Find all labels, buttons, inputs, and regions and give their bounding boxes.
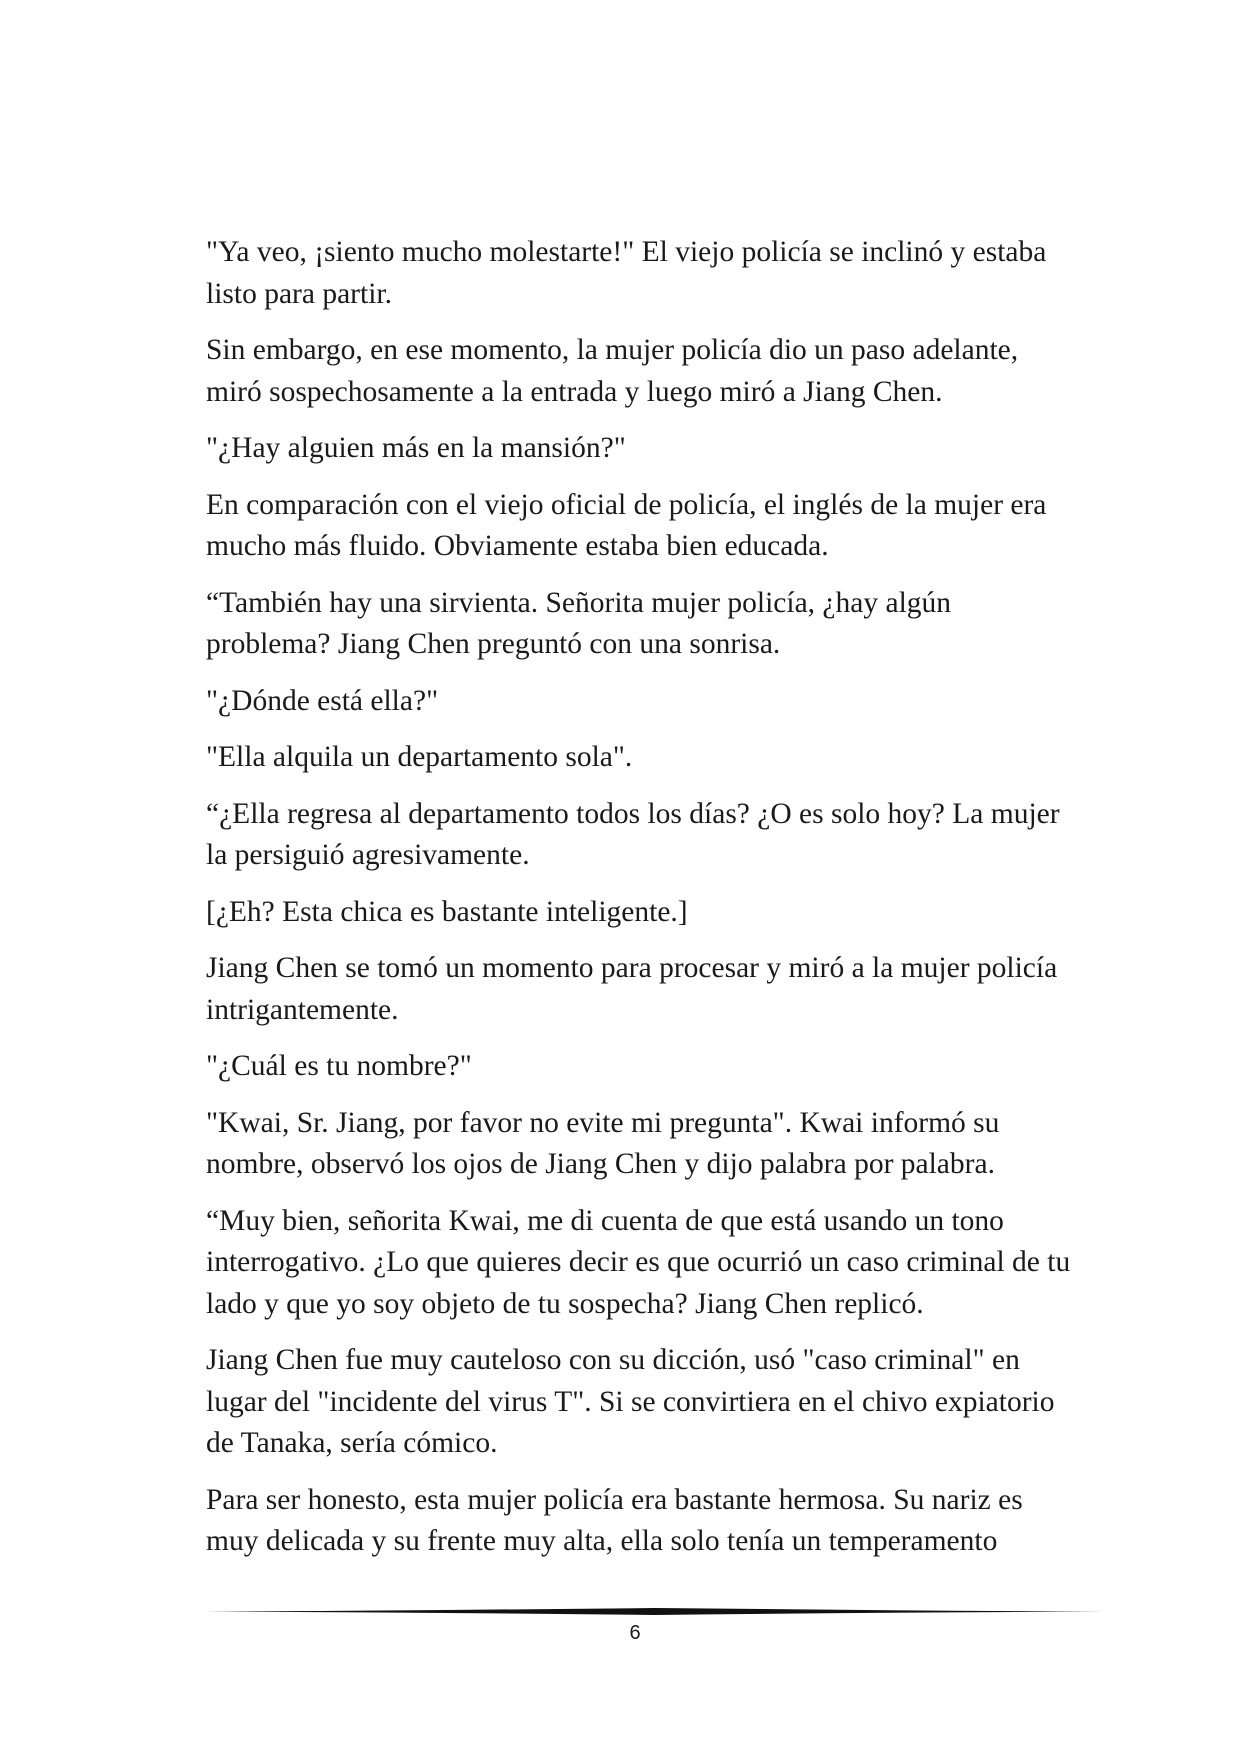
page-number: 6 xyxy=(629,1622,641,1644)
paragraph-8: “¿Ella regresa al departamento todos los días? ¿O es solo hoy? La mujer la persiguió agresivamente. xyxy=(206,797,1060,871)
paragraph-1: "Ya veo, ¡siento mucho molestarte!" El viejo policía se inclinó y estaba listo para partir. xyxy=(206,236,1047,310)
paragraph-14: Jiang Chen fue muy cauteloso con su dicción, usó "caso criminal" en lugar del "incidente del virus T". Si se convirtiera en el chivo expiatorio de Tanaka, sería cómico. xyxy=(206,1344,1055,1459)
paragraph-10: Jiang Chen se tomó un momento para procesar y miró a la mujer policía intrigantemente. xyxy=(206,952,1058,1026)
paragraph-2: Sin embargo, en ese momento, la mujer policía dio un paso adelante, miró sospechosamente a la entrada y luego miró a Jiang Chen. xyxy=(206,334,1019,408)
paragraph-6: "¿Dónde está ella?" xyxy=(206,684,439,717)
paragraph-13: “Muy bien, señorita Kwai, me di cuenta de que está usando un tono interrogativo. ¿Lo que quieres decir es que ocurrió un caso criminal de tu lado y que yo soy objeto de tu sospecha? Jiang Chen replicó. xyxy=(206,1204,1071,1320)
paragraph-4: En comparación con el viejo oficial de policía, el inglés de la mujer era mucho más fluido. Obviamente estaba bien educada. xyxy=(206,488,1047,562)
paragraph-3: "¿Hay alguien más en la mansión?" xyxy=(206,432,626,464)
body-text xyxy=(206,232,1076,1578)
paragraph-7: "Ella alquila un departamento sola". xyxy=(206,741,633,773)
paragraph-5: “También hay una sirvienta. Señorita mujer policía, ¿hay algún problema? Jiang Chen preguntó con una sonrisa. xyxy=(206,586,952,660)
footer-divider xyxy=(206,1606,1104,1618)
paragraph-12: "Kwai, Sr. Jiang, por favor no evite mi pregunta". Kwai informó su nombre, observó los ojos de Jiang Chen y dijo palabra por palabra. xyxy=(206,1106,1000,1180)
paragraph-11: "¿Cuál es tu nombre?" xyxy=(206,1050,472,1082)
paragraph-9: [¿Eh? Esta chica es bastante inteligente.] xyxy=(206,895,688,928)
paragraph-15: Para ser honesto, esta mujer policía era bastante hermosa. Su nariz es muy delicada y su frente muy alta, ella solo tenía un temperamento xyxy=(206,1483,1023,1557)
